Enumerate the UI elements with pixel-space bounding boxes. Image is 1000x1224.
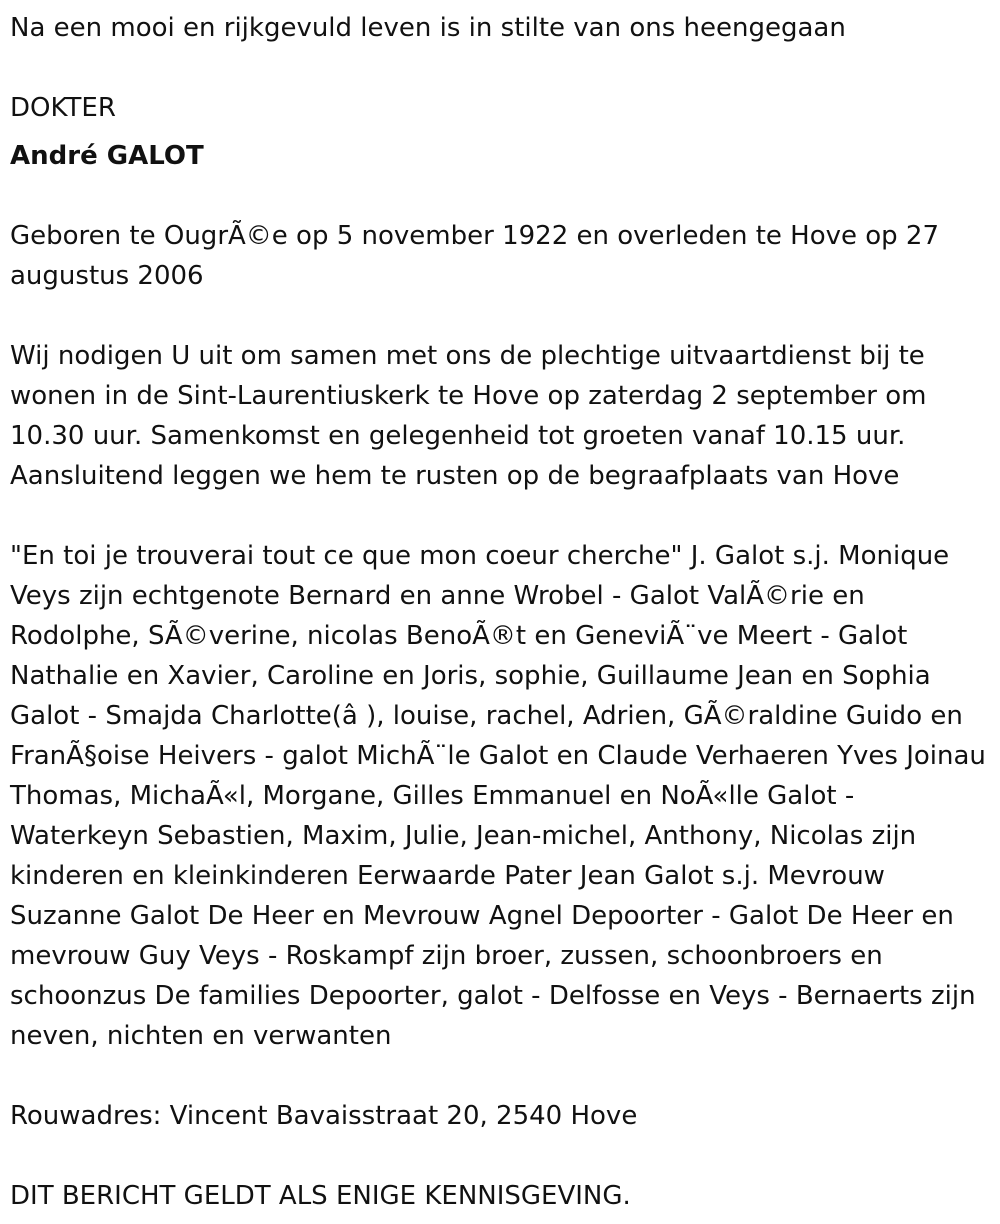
intro-line: Na een mooi en rijkgevuld leven is in stilte van ons heengegaan	[10, 13, 846, 43]
family-paragraph: "En toi je trouverai tout ce que mon coeur cherche" J. Galot s.j. Monique Veys zijn echtgenote Bernard en anne Wrobel - Galot ValÃ©rie en Rodolphe, SÃ©verine, nicolas BenoÃ®t en GeneviÃ¨ve Meert - Galot Nathalie en Xavier, Caroline en Joris, sophie, Guillaume Jean en Sophia Galot - Smajda Charlotte(â ), louise, rachel, Adrien, GÃ©raldine Guido en FranÃ§oise Heivers - galot MichÃ¨le Galot en Claude Verhaeren Yves Joinau Thomas, MichaÃ«l, Morgane, Gilles Emmanuel en NoÃ«lle Galot - Waterkeyn Sebastien, Maxim, Julie, Jean-michel, Anthony, Nicolas zijn kinderen en kleinkinderen Eerwaarde Pater Jean Galot s.j. Mevrouw Suzanne Galot De Heer en Mevrouw Agnel Depoorter - Galot De Heer en mevrouw Guy Veys - Roskampf zijn broer, zussen, schoonbroers en schoonzus De families Depoorter, galot - Delfosse en Veys - Bernaerts zijn neven, nichten en verwanten	[10, 541, 986, 1051]
deceased-name: André GALOT	[10, 141, 204, 171]
address-line: Rouwadres: Vincent Bavaisstraat 20, 2540 Hove	[10, 1101, 638, 1131]
birth-death-paragraph: Geboren te OugrÃ©e op 5 november 1922 en overleden te Hove op 27 augustus 2006	[10, 221, 940, 291]
notice-line: DIT BERICHT GELDT ALS ENIGE KENNISGEVING.	[10, 1181, 631, 1211]
title-prefix: DOKTER	[10, 93, 116, 123]
invitation-paragraph: Wij nodigen U uit om samen met ons de plechtige uitvaartdienst bij te wonen in de Sint-Laurentiuskerk te Hove op zaterdag 2 september om 10.30 uur. Samenkomst en gelegenheid tot groeten vanaf 10.15 uur. Aansluitend leggen we hem te rusten op de begraafplaats van Hove	[10, 341, 927, 491]
